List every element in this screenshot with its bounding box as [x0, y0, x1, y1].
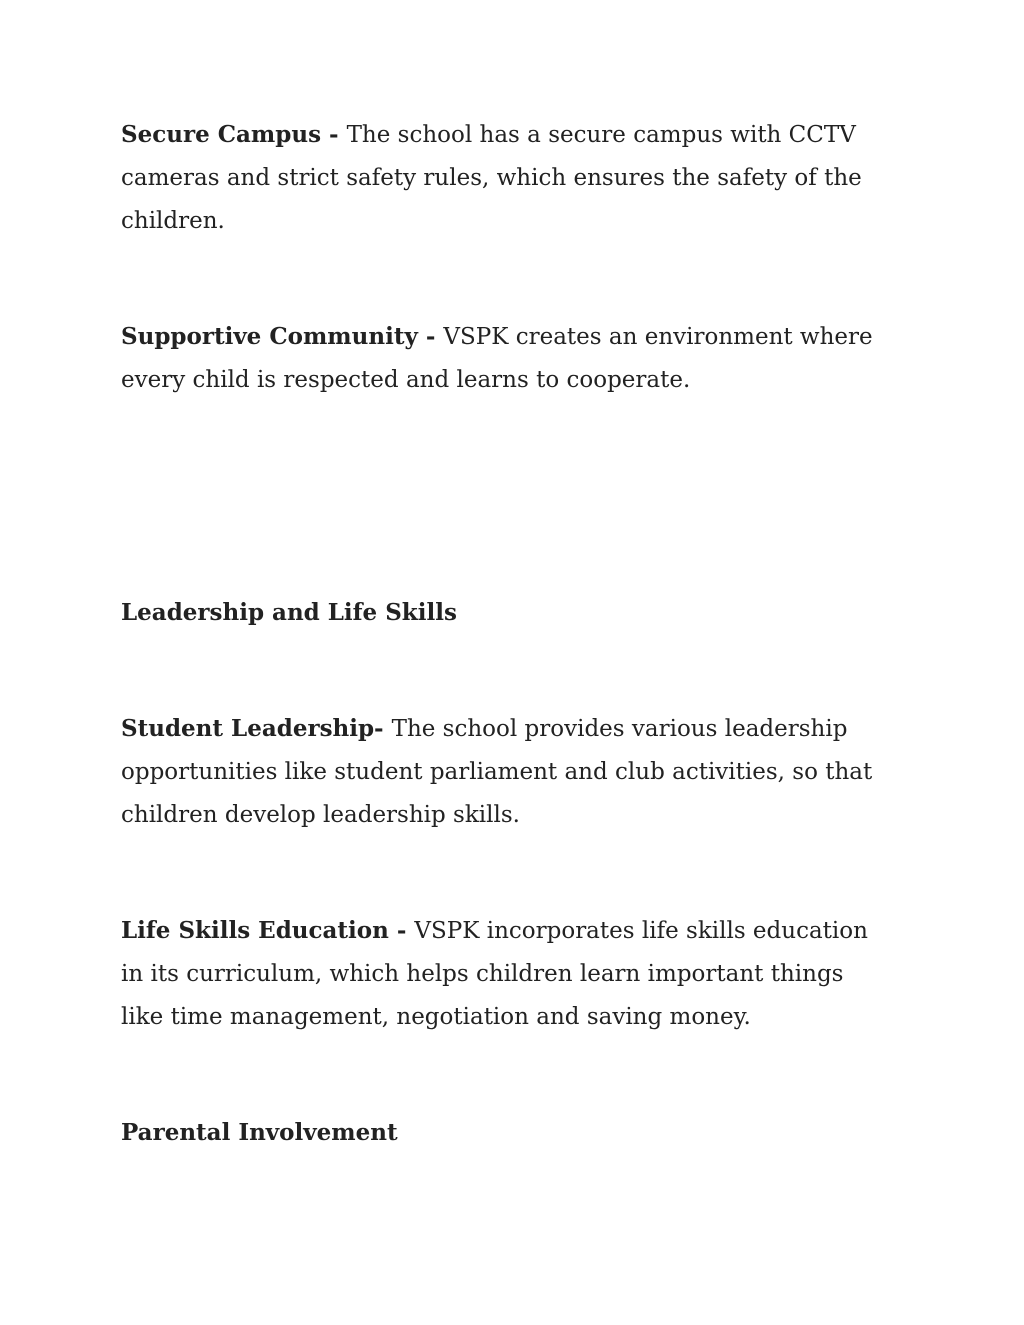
parental-involvement-heading: Parental Involvement	[121, 1119, 398, 1146]
life-skills-paragraph	[121, 909, 881, 1039]
secure-campus-term: Secure Campus -	[121, 121, 347, 148]
supportive-community-paragraph	[121, 315, 881, 402]
supportive-community-text: VSPK creates an environment where every child is respected and learns to cooperate.	[121, 324, 873, 393]
student-leadership-paragraph	[121, 707, 881, 837]
leadership-heading: Leadership and Life Skills	[121, 599, 457, 626]
student-leadership-text: The school provides various leadership opportunities like student parliament and club activities, so that children develop leadership skills.	[121, 716, 873, 828]
secure-campus-text: The school has a secure campus with CCTV cameras and strict safety rules, which ensures the safety of the children.	[121, 122, 862, 234]
life-skills-term: Life Skills Education -	[121, 917, 415, 944]
student-leadership-term: Student Leadership-	[121, 715, 392, 742]
supportive-community-term: Supportive Community -	[121, 323, 444, 350]
life-skills-text: VSPK incorporates life skills education in its curriculum, which helps children learn important things like time management, negotiation and saving money.	[121, 918, 868, 1030]
secure-campus-paragraph	[121, 113, 881, 243]
